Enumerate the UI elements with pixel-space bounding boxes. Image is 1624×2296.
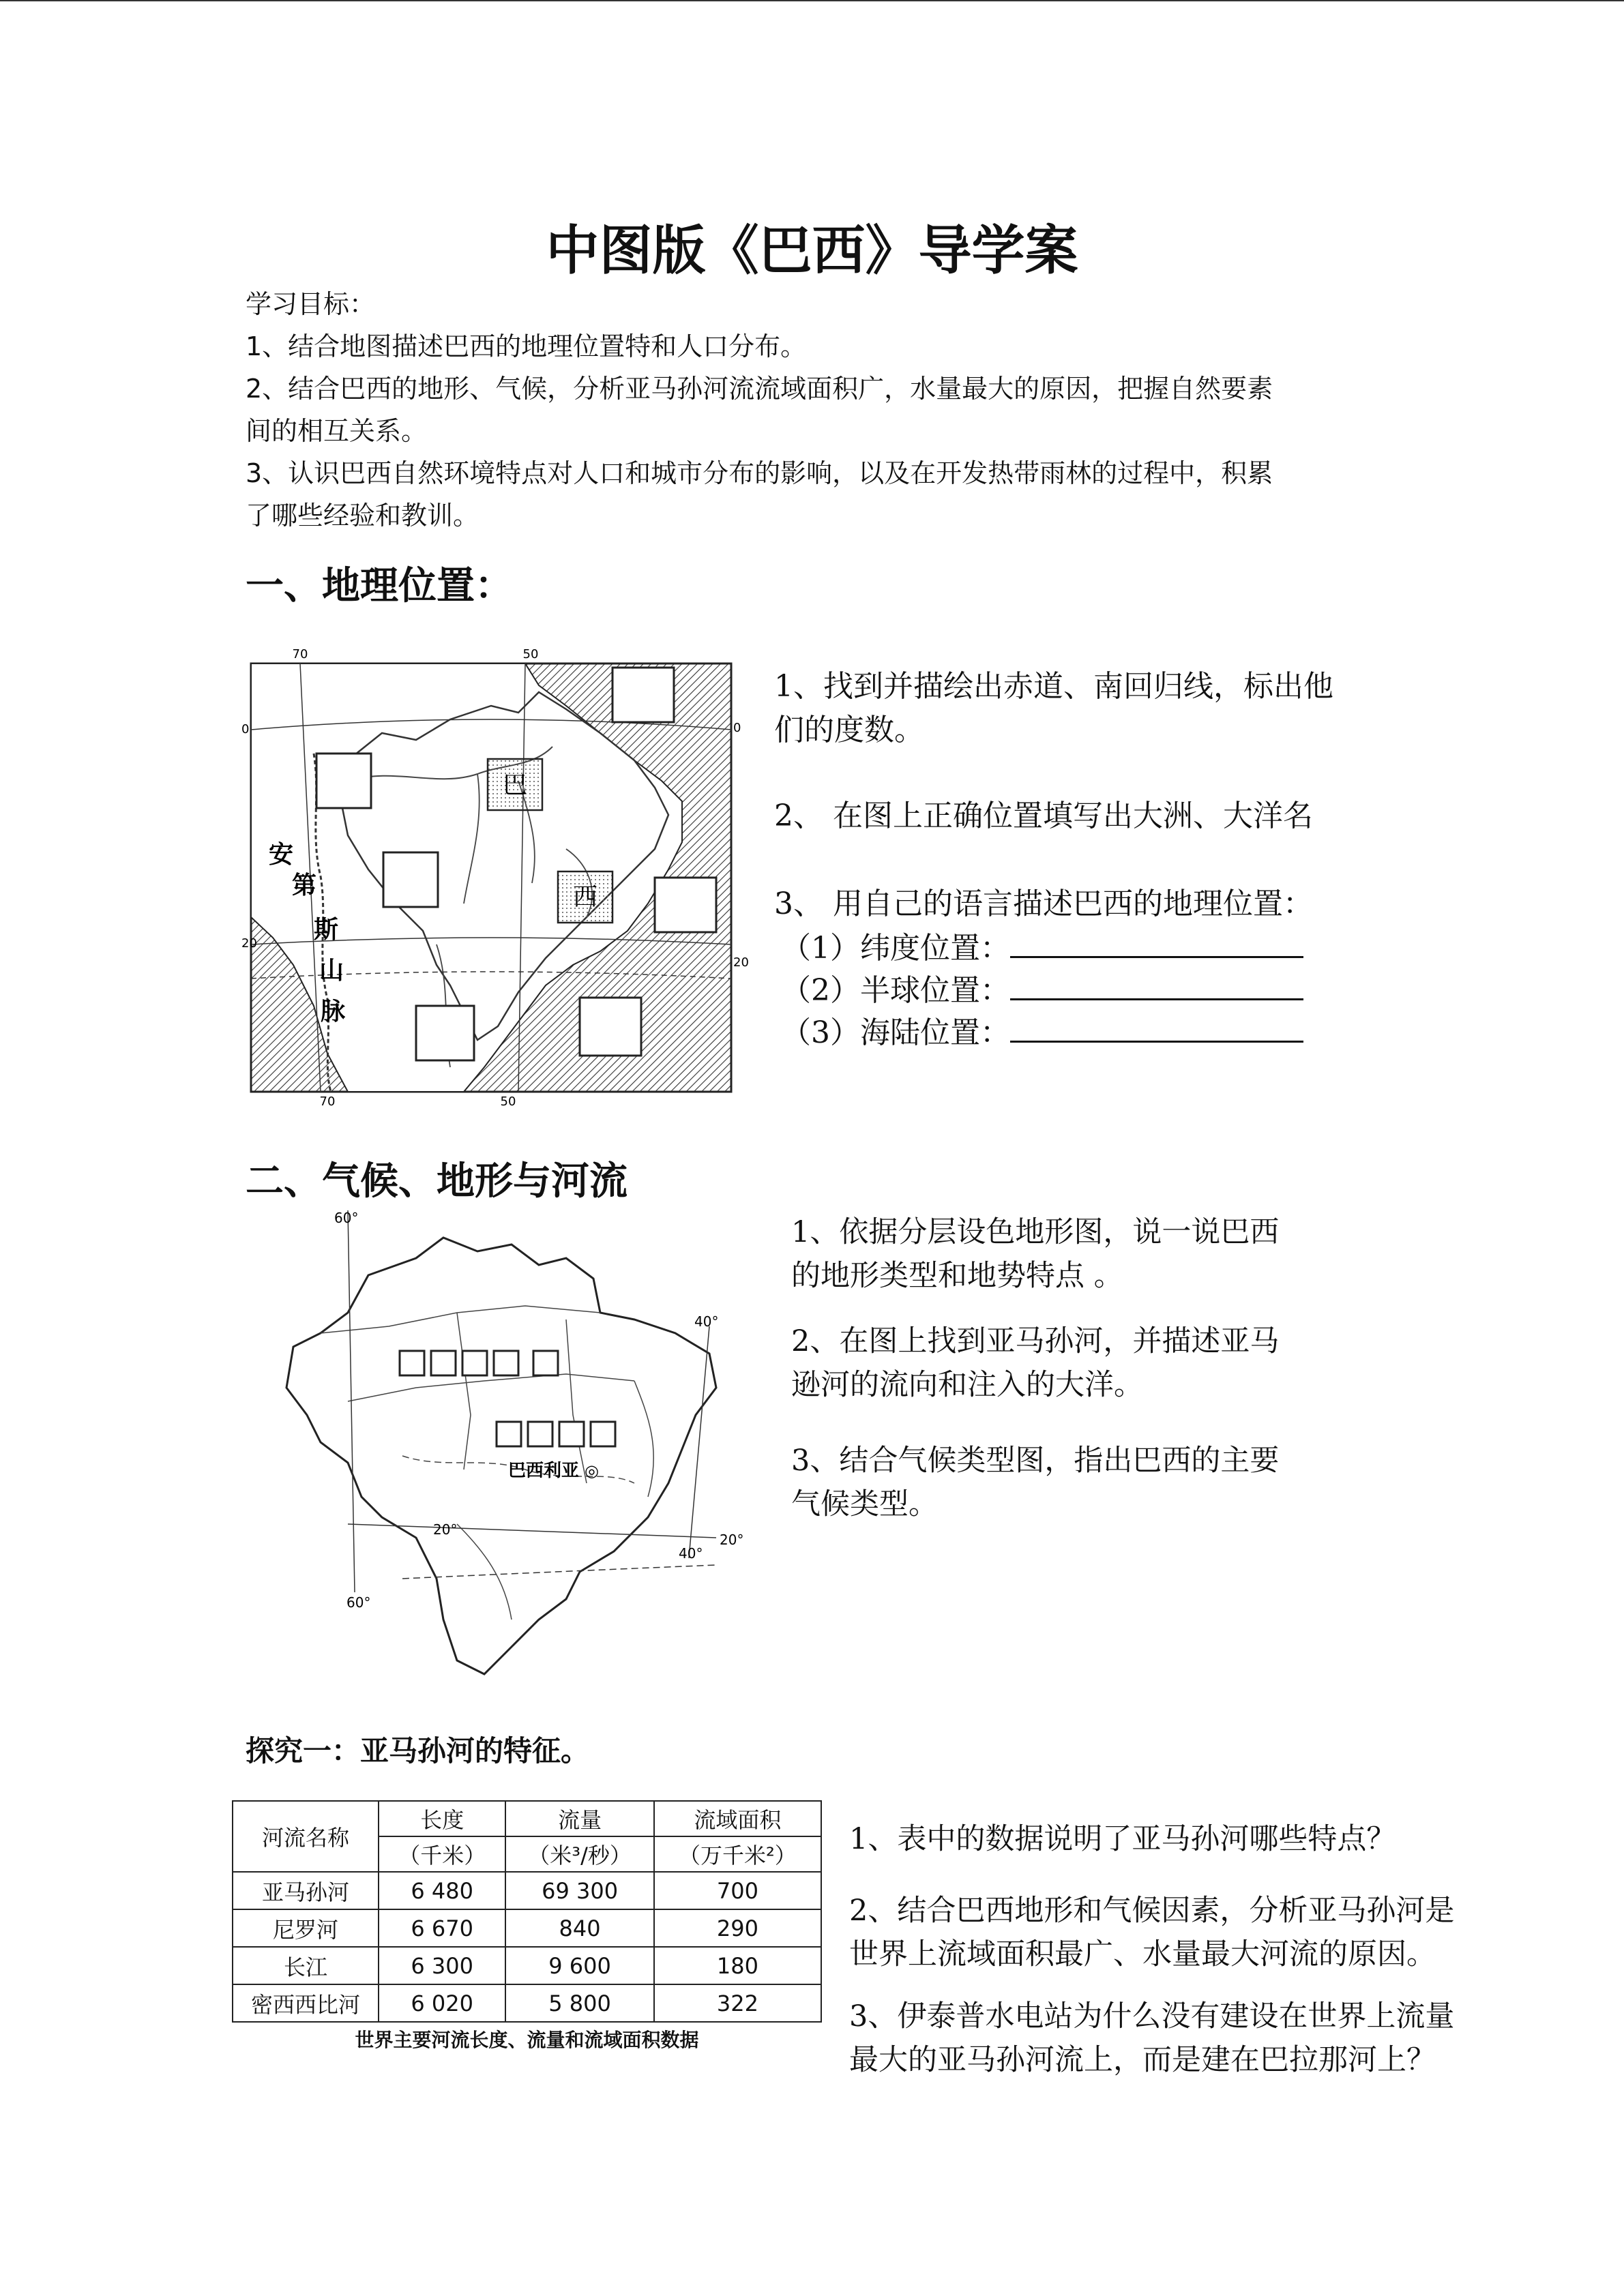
table-cell: 5 800 [505, 1984, 653, 2022]
table-row [233, 1947, 821, 1984]
blank-box [559, 1422, 584, 1446]
section1-question-3: 3、 用自己的语言描述巴西的地理位置： [774, 886, 1313, 921]
andes-char: 安 [269, 841, 294, 869]
table-cell: 9 600 [505, 1947, 653, 1984]
objective-line: 1、结合地图描述巴西的地理位置特和人口分布。 [246, 331, 807, 361]
blank-box [494, 1351, 518, 1375]
map-label: 50 [500, 1094, 516, 1109]
answer-blank[interactable] [1010, 971, 1303, 1000]
table-cell: 6 670 [379, 1909, 505, 1947]
andes-char: 脉 [321, 998, 346, 1026]
blank-box [383, 852, 438, 907]
objectives-block [246, 283, 1273, 537]
fill-line: （2）半球位置： [781, 970, 1395, 1012]
table-cell: 69 300 [505, 1872, 653, 1909]
section2-question-2: 2、在图上找到亚马孙河，并描述亚马 逊河的流向和注入的大洋。 [791, 1324, 1280, 1402]
table-row [233, 1984, 821, 2022]
blank-box [431, 1351, 456, 1375]
table-unit: （万千米²） [654, 1836, 821, 1872]
section1-heading: 一、地理位置： [246, 563, 513, 608]
table-caption: 世界主要河流长度、流量和流域面积数据 [355, 2029, 699, 2051]
blank-box [591, 1422, 615, 1446]
section2-question-1: 1、依据分层设色地形图，说一说巴西 的地形类型和地势特点 。 [791, 1215, 1280, 1293]
map-label: 50 [522, 647, 539, 661]
table-cell: 6 300 [379, 1947, 505, 1984]
table-header: 长度 [379, 1801, 505, 1836]
inquiry-question-3: 3、伊泰普水电站为什么没有建设在世界上流量 最大的亚马孙河流上，而是建在巴拉那河上？ [849, 1999, 1455, 2077]
answer-blank[interactable] [1010, 929, 1303, 958]
brazil-terrain-map [280, 1210, 757, 1701]
section1-fill-list [781, 927, 1395, 1054]
table-header: 流量 [505, 1801, 653, 1836]
fill-line: （1）纬度位置： [781, 927, 1395, 970]
answer-blank[interactable] [1010, 1013, 1303, 1043]
objectives-heading: 学习目标： [246, 289, 376, 319]
table-unit: （千米） [379, 1836, 505, 1872]
section2-heading: 二、气候、地形与河流 [246, 1159, 628, 1204]
table-cell: 6 480 [379, 1872, 505, 1909]
table-cell: 840 [505, 1909, 653, 1947]
table-row [233, 1872, 821, 1909]
capital-symbol: ◎ [585, 1461, 599, 1480]
objective-line: 2、结合巴西的地形、气候，分析亚马孙河流流域面积广，水量最大的原因，把握自然要素 [246, 374, 1273, 404]
table-cell: 长江 [233, 1947, 379, 1984]
blank-box [497, 1422, 521, 1446]
map-label: 0 [733, 721, 741, 735]
section2-question-3: 3、结合气候类型图，指出巴西的主要 气候类型。 [791, 1444, 1280, 1521]
page-top-border [0, 0, 1624, 1]
country-char: 巴 [502, 771, 528, 799]
objective-line: 间的相互关系。 [246, 416, 428, 446]
map-label: 60° [334, 1210, 359, 1226]
map-label: 40° [694, 1313, 719, 1330]
inquiry-question-2: 2、结合巴西地形和气候因素，分析亚马孙河是 世界上流域面积最广、水量最大河流的原因。 [849, 1894, 1455, 1971]
inquiry-question-1: 1、表中的数据说明了亚马孙河哪些特点？ [849, 1822, 1396, 1856]
map-label: 0 [241, 722, 250, 736]
section1-question-2: 2、 在图上正确位置填写出大洲、大洋名 [774, 799, 1313, 833]
map-label: 70 [292, 647, 308, 661]
blank-box [416, 1006, 474, 1060]
table-cell: 180 [654, 1947, 821, 1984]
table-cell: 密西西比河 [233, 1984, 379, 2022]
blank-box [655, 878, 716, 932]
map-label: 60° [346, 1594, 371, 1611]
inquiry-heading: 探究一：亚马孙河的特征。 [246, 1734, 590, 1768]
map-label: 20° [720, 1532, 744, 1548]
page-title: 中图版《巴西》导学案 [546, 220, 1078, 282]
map-label: 20 [733, 955, 749, 970]
blank-box [462, 1351, 487, 1375]
country-char: 西 [572, 883, 598, 911]
blank-box [400, 1351, 424, 1375]
blank-box [528, 1422, 552, 1446]
table-header: 河流名称 [233, 1801, 379, 1872]
blank-box [612, 668, 674, 722]
section1-question-1: 1、找到并描绘出赤道、南回归线，标出他 们的度数。 [774, 669, 1333, 747]
blank-box [533, 1351, 558, 1375]
river-data-table-block [232, 1800, 822, 2053]
table-cell: 290 [654, 1909, 821, 1947]
table-row [233, 1909, 821, 1947]
table-cell: 尼罗河 [233, 1909, 379, 1947]
map-label: 20° [433, 1521, 458, 1538]
andes-char: 斯 [314, 916, 339, 944]
capital-label: 巴西利亚 [508, 1461, 580, 1481]
table-unit: （米³/秒） [505, 1836, 653, 1872]
blank-box [580, 998, 641, 1056]
brazil-location-map [241, 644, 749, 1109]
fill-line: （3）海陆位置： [781, 1012, 1395, 1054]
andes-char: 第 [292, 871, 317, 899]
table-header: 流域面积 [654, 1801, 821, 1836]
map-label: 20 [241, 936, 257, 951]
map-label: 70 [319, 1094, 336, 1109]
table-cell: 322 [654, 1984, 821, 2022]
andes-char: 山 [319, 957, 344, 985]
objective-line: 了哪些经验和教训。 [246, 501, 479, 531]
table-cell: 700 [654, 1872, 821, 1909]
river-data-table [232, 1800, 822, 2023]
table-cell: 亚马孙河 [233, 1872, 379, 1909]
table-cell: 6 020 [379, 1984, 505, 2022]
blank-box [316, 754, 371, 808]
objective-line: 3、认识巴西自然环境特点对人口和城市分布的影响，以及在开发热带雨林的过程中，积累 [246, 458, 1273, 488]
map-label: 40° [679, 1545, 703, 1562]
